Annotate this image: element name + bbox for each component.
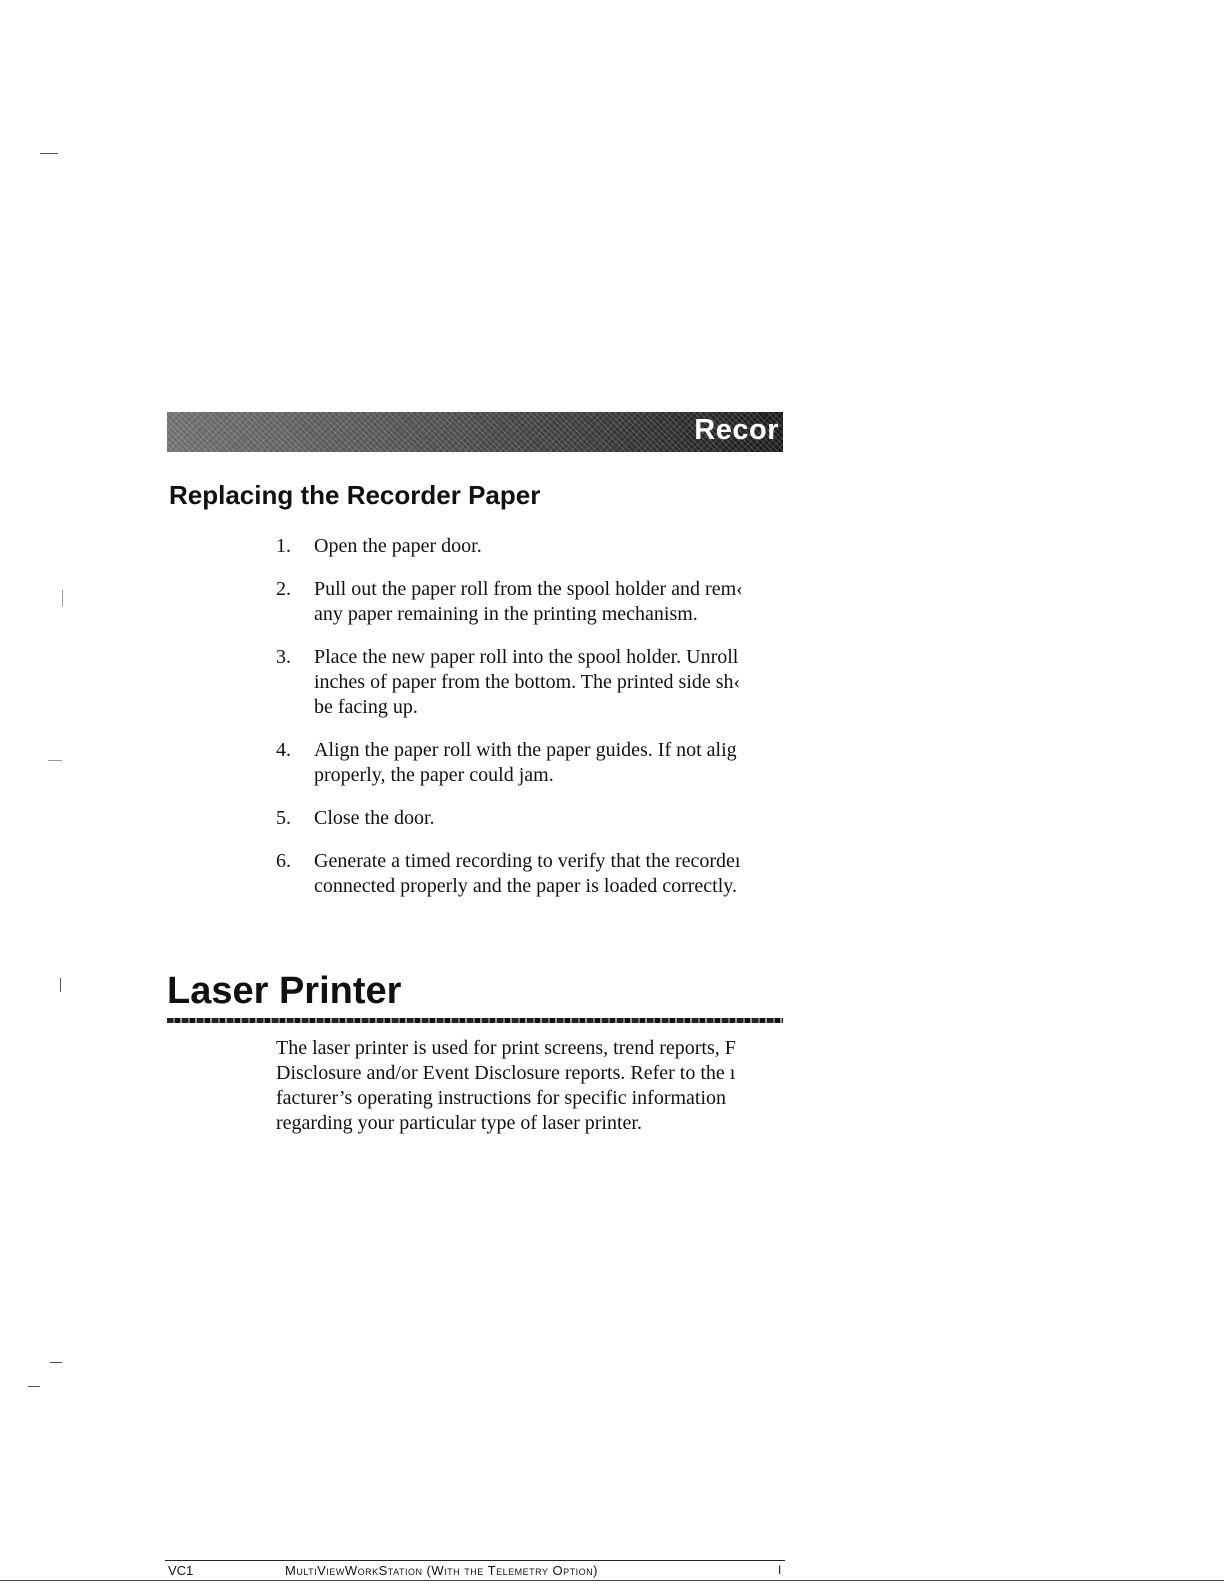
footer-title: MultiViewWorkStation (With the Telemetry Option) bbox=[285, 1563, 598, 1578]
list-item bbox=[276, 806, 786, 831]
list-item bbox=[276, 577, 786, 627]
step-text: Pull out the paper roll from the spool holder and rem‹ bbox=[314, 578, 743, 600]
banner-title: Recor bbox=[694, 414, 779, 446]
list-item bbox=[276, 849, 786, 899]
paragraph-line: Disclosure and/or Event Disclosure reports. Refer to the ı bbox=[276, 1062, 736, 1084]
scan-mark bbox=[60, 978, 61, 992]
footer-rule bbox=[165, 1560, 785, 1561]
footer-code: VC1 bbox=[168, 1563, 194, 1578]
chapter-banner bbox=[167, 412, 783, 452]
scan-mark bbox=[28, 1386, 40, 1387]
step-number: 3. bbox=[276, 646, 291, 668]
step-text: Place the new paper roll into the spool holder. Unroll bbox=[314, 646, 739, 668]
step-text: be facing up. bbox=[314, 696, 418, 718]
page-bottom-rule bbox=[0, 1580, 1224, 1581]
scan-mark bbox=[40, 153, 58, 154]
step-number: 1. bbox=[276, 535, 291, 557]
steps-list bbox=[276, 534, 786, 917]
step-text: Close the door. bbox=[314, 807, 435, 829]
step-text: properly, the paper could jam. bbox=[314, 764, 554, 786]
step-number: 2. bbox=[276, 578, 291, 600]
footer-page-mark: I bbox=[778, 1563, 782, 1577]
scan-mark bbox=[50, 1362, 62, 1363]
step-text: inches of paper from the bottom. The printed side sh‹ bbox=[314, 671, 741, 693]
scan-mark bbox=[48, 760, 62, 761]
paragraph-line: regarding your particular type of laser printer. bbox=[276, 1112, 642, 1134]
laser-printer-heading: Laser Printer bbox=[167, 970, 402, 1012]
scan-mark bbox=[62, 590, 63, 606]
step-number: 5. bbox=[276, 807, 291, 829]
step-number: 6. bbox=[276, 850, 291, 872]
paragraph-line: facturer’s operating instructions for specific information bbox=[276, 1087, 727, 1109]
step-text: Align the paper roll with the paper guides. If not alig bbox=[314, 739, 737, 761]
laser-printer-paragraph bbox=[276, 1036, 786, 1136]
list-item bbox=[276, 534, 786, 559]
paragraph-line: The laser printer is used for print screens, trend reports, F bbox=[276, 1037, 736, 1059]
list-item bbox=[276, 645, 786, 720]
step-text: Open the paper door. bbox=[314, 535, 482, 557]
list-item bbox=[276, 738, 786, 788]
step-text: Generate a timed recording to verify that the recordeı bbox=[314, 850, 741, 872]
heading-rule bbox=[167, 1018, 783, 1023]
section-heading: Replacing the Recorder Paper bbox=[169, 480, 541, 510]
step-text: connected properly and the paper is loaded correctly. bbox=[314, 875, 737, 897]
step-text: any paper remaining in the printing mechanism. bbox=[314, 603, 698, 625]
step-number: 4. bbox=[276, 739, 291, 761]
